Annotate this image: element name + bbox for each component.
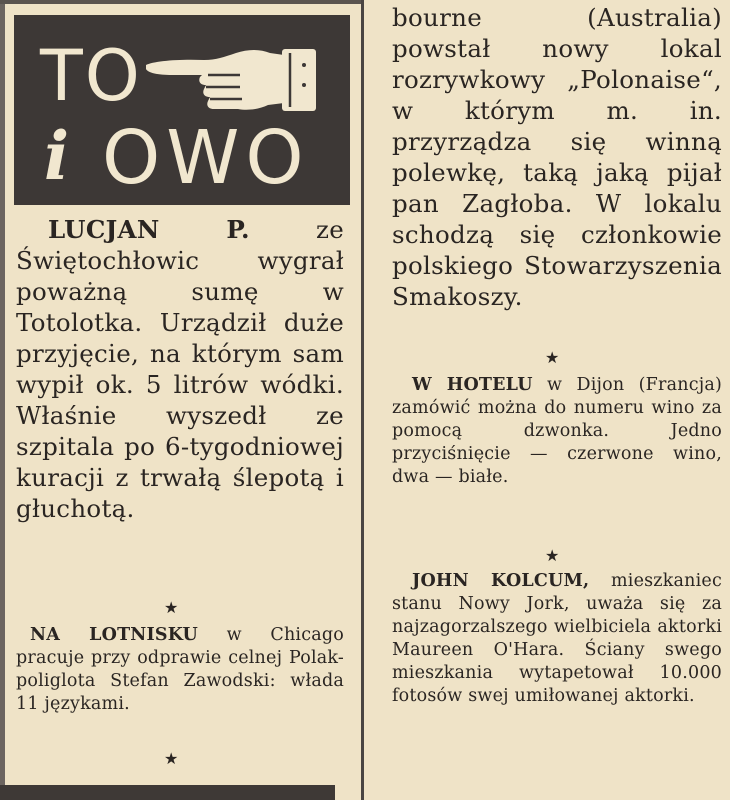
article-hotel bbox=[392, 374, 722, 489]
article-lead: NA LOTNISKU bbox=[30, 625, 198, 645]
article-lead: LUCJAN P. bbox=[48, 215, 250, 244]
masthead-word-to: TO bbox=[40, 35, 142, 117]
section-masthead bbox=[14, 15, 350, 205]
masthead-word-owo: OWO bbox=[102, 115, 310, 201]
column-divider bbox=[361, 0, 364, 800]
left-border-rule bbox=[0, 0, 5, 800]
article-lead: W HOTELU bbox=[412, 375, 533, 395]
article-lucjan bbox=[16, 214, 344, 524]
masthead-word-i: i bbox=[44, 117, 70, 195]
star-icon: ★ bbox=[164, 598, 179, 617]
article-body: w Dijon (Francja) zamówić można do numeru wino za pomocą dzwonka. Jedno przyciśnięcie — czerwone wino, dwa — białe. bbox=[392, 375, 722, 487]
star-icon: ★ bbox=[164, 749, 179, 768]
bottom-border-rule bbox=[0, 785, 335, 800]
star-icon: ★ bbox=[545, 546, 560, 565]
article-body: ze Świętochłowic wygrał poważną sumę w Totolotka. Urządził duże przyjęcie, na którym sam wypił ok. 5 litrów wódki. Właśnie wyszedł ze szpitala po 6-tygodniowej kuracji z trwałą ślepotą i głuchotą. bbox=[16, 215, 344, 523]
article-body: mieszkaniec stanu Nowy Jork, uważa się za najzagorzalszego wielbiciela aktorki Maureen O'Hara. Ściany swego mieszkania wytapetował 10.000 fotosów swej umiłowanej aktorki. bbox=[392, 571, 722, 706]
top-border-rule bbox=[0, 0, 362, 4]
article-lotnisku bbox=[16, 624, 344, 716]
article-polonaise bbox=[392, 2, 722, 312]
star-icon: ★ bbox=[545, 348, 560, 367]
article-body: w Chicago pracuje przy odprawie celnej Polak-poliglota Stefan Zawodski: włada 11 językami. bbox=[16, 625, 345, 714]
article-body: bourne (Australia) powstał nowy lokal rozrywkowy „Polonaise“, w którym m. in. przyrządza się winną polewkę, taką jaką pijał pan Zagłoba. W lokalu schodzą się członkowie polskiego Stowarzyszenia Smakoszy. bbox=[392, 3, 722, 311]
article-john-kolcum bbox=[392, 570, 722, 708]
article-lead: JOHN KOLCUM, bbox=[412, 571, 590, 591]
pointing-hand-icon bbox=[144, 39, 320, 125]
